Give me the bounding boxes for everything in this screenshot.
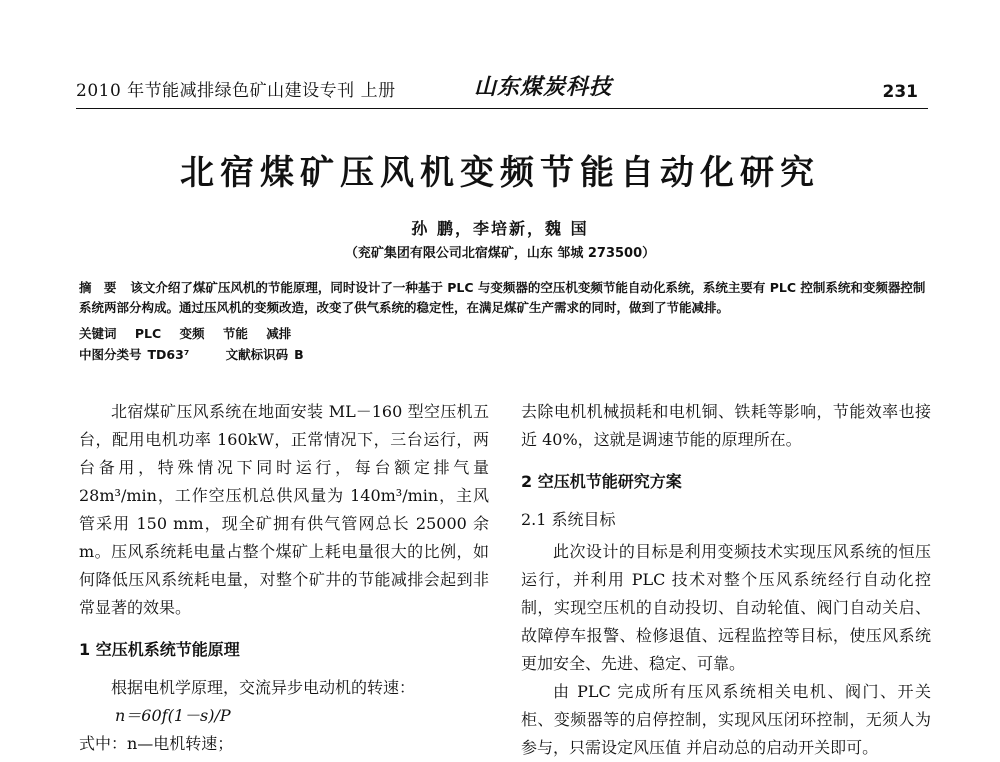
article-affiliation: （兖矿集团有限公司北宿煤矿，山东 邹城 273500） [344,246,656,261]
right-column [521,398,931,762]
header-rule [76,108,928,109]
carryover-paragraph: 去除电机机械损耗和电机铜、铁耗等影响，节能效率也接近 40%，这就是调速节能的原理所在。 [521,402,931,449]
article-title: 北宿煤矿压风机变频节能自动化研究 [180,153,820,193]
article-authors: 孙 鹏，李培新，魏 国 [411,219,589,238]
speed-formula: n＝60f(1－s)/P [115,706,231,725]
doc-code-label: 文献标识码 [225,347,289,362]
journal-issue: 2010 年节能减排绿色矿山建设专刊 上册 [76,81,396,101]
abstract-label: 摘 要 [79,280,121,295]
intro-paragraph: 北宿煤矿压风系统在地面安装 ML－160 型空压机五台，配用电机功率 160kW，正常情况下，三台运行，两台备用，特殊情况下同时运行，每台额定排气量 28m³/min，工作空压机总供风量为 140m³/min，主风管采用 150 mm，现全矿拥有供气管网总长 25000 余 m。压风系统耗电量占整个煤矿上耗电量很大的比例，如何降低压风系统耗电量，对整个矿井的节能减排会起到非常显著的效果。 [79,402,489,617]
keyword: 减排 [266,326,292,341]
page-number: 231 [882,82,918,102]
keywords-line [79,324,305,342]
plc-paragraph: 由 PLC 完成所有压风系统相关电机、阀门、开关柜、变频器等的启停控制，实现风压闭环控制，无须人为参与，只需设定风压值 并启动总的启动开关即可。 [521,682,931,757]
journal-logo: 山东煤炭科技 [474,75,613,100]
keyword: 变频 [179,326,205,341]
keyword: PLC [134,326,162,341]
running-header [76,72,926,108]
abstract-text: 该文介绍了煤矿压风机的节能原理，同时设计了一种基于 PLC 与变频器的空压机变频节能自动化系统，系统主要有 PLC 控制系统和变频器控制系统两部分构成。通过压风机的变频改造，改变了供气系统的稳定性，在满足煤矿生产需求的同时，做到了节能减排。 [79,280,926,315]
formula-where: 式中：n—电机转速； [79,734,234,753]
keyword: 节能 [222,326,248,341]
keywords-label: 关键词 [79,326,117,341]
doc-code-value: B [294,347,304,362]
clc-value: TD63⁷ [147,347,190,362]
left-column [79,398,489,758]
classification-line [79,345,310,363]
section-1-heading: 1 空压机系统节能原理 [79,640,240,659]
abstract [79,278,931,318]
section-2-heading: 2 空压机节能研究方案 [521,472,682,491]
clc-label: 中图分类号 [79,347,142,362]
section-2-1-heading: 2.1 系统目标 [521,510,616,529]
principle-paragraph: 根据电机学原理，交流异步电动机的转速： [111,678,416,697]
goal-paragraph: 此次设计的目标是利用变频技术实现压风系统的恒压运行，并利用 PLC 技术对整个压风系统经行自动化控制，实现空压机的自动投切、自动轮值、阀门自动关启、故障停车报警、检修退值、远程监控等目标，使压风系统更加安全、先进、稳定、可靠。 [521,542,931,673]
